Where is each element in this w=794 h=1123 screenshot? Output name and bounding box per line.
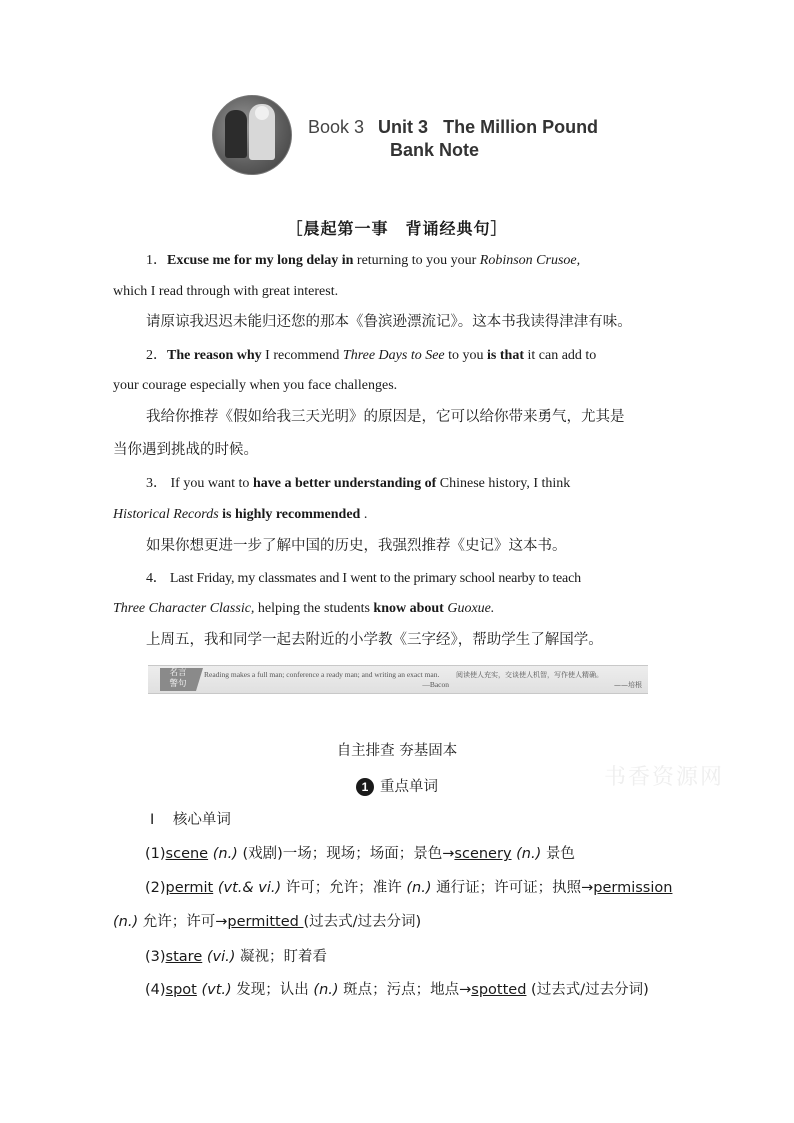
sentence-1-translation: 请原谅我迟迟未能归还您的那本《鲁滨逊漂流记》。这本书我读得津津有味。 xyxy=(146,314,632,330)
vocab-heading xyxy=(0,775,794,796)
unit-title-line2: Bank Note xyxy=(390,140,480,160)
key-phrase: is that xyxy=(487,348,524,363)
sentence-3-line2 xyxy=(113,508,367,522)
word-note: (过去式/过去分词) xyxy=(303,914,422,930)
unit-title-line1 xyxy=(308,117,598,138)
word-meaning: 凝视；盯着看 xyxy=(235,949,328,965)
quote-english xyxy=(204,670,449,689)
word-entry-2-line1 xyxy=(145,881,672,896)
unit-label: Unit 3 xyxy=(378,117,429,137)
answer-word: scene xyxy=(165,846,209,862)
key-phrase: Excuse me for my long delay in xyxy=(167,253,354,268)
core-words-label: 核心单词 xyxy=(172,812,231,828)
book-title: Robinson Crusoe, xyxy=(479,253,581,268)
sentence-text: it can add to xyxy=(523,348,597,363)
sentence-number: 3． xyxy=(146,476,167,491)
entry-number: (1) xyxy=(145,846,166,862)
sentence-text: Chinese history, I think xyxy=(436,476,571,491)
sentence-2-line2: your courage especially when you face challenges. xyxy=(113,378,398,393)
quote-chinese-author: ——培根 xyxy=(614,681,642,689)
sentence-text: Last Friday, my classmates and I went to the primary school nearby to teach xyxy=(166,571,581,586)
book-title: Three Days to See xyxy=(342,348,445,363)
book-title: Guoxue. xyxy=(447,601,495,616)
sentence-text: If you want to xyxy=(167,476,253,491)
book-title: Three Character Classic, xyxy=(113,601,255,616)
book-title: Historical Records xyxy=(113,507,219,522)
quote-tag-line1: 名言 xyxy=(169,668,187,678)
sentence-number: 2． xyxy=(146,348,167,363)
quote-tag xyxy=(160,668,196,691)
sentence-4-line1 xyxy=(146,572,581,586)
sentence-number: 1． xyxy=(146,253,167,268)
word-meaning: 斑点；污点；地点→ xyxy=(338,982,472,998)
word-meaning: 许可；允许；准许 xyxy=(281,880,407,896)
word-entry-3 xyxy=(145,950,327,965)
key-phrase: have a better understanding of xyxy=(252,476,437,491)
sentence-text: returning to you your xyxy=(353,253,480,268)
word-meaning: 通行证；许可证；执照→ xyxy=(431,880,594,896)
answer-word: stare xyxy=(165,949,203,965)
word-meaning: 允许；许可→ xyxy=(138,914,228,930)
word-entry-1 xyxy=(145,847,575,862)
part-of-speech: (vt.& vi.) xyxy=(213,880,282,896)
entry-number: (2) xyxy=(145,880,166,896)
word-meaning: 景色 xyxy=(541,846,575,862)
sentence-number: 4． xyxy=(146,571,167,586)
answer-word: scenery xyxy=(454,846,512,862)
answer-word: permitted xyxy=(227,914,304,930)
sentence-4-translation: 上周五，我和同学一起去附近的小学教《三字经》，帮助学生了解国学。 xyxy=(146,632,603,648)
quote-bar xyxy=(148,665,648,694)
roman-numeral: Ⅰ xyxy=(150,812,155,828)
key-phrase: The reason why xyxy=(167,348,262,363)
unit-title: The Million Pound xyxy=(443,117,599,137)
quote-english-text: Reading makes a full man; conference a ready man; and writing an exact man. xyxy=(204,670,440,679)
sentence-3-line1 xyxy=(146,477,570,491)
entry-number: (4) xyxy=(145,982,166,998)
quote-chinese xyxy=(456,670,642,689)
part-of-speech: (n.) xyxy=(511,846,542,862)
unit-header xyxy=(212,95,632,175)
word-meaning: (戏剧)一场；现场；场面；景色→ xyxy=(237,846,455,862)
sentence-text: I recommend xyxy=(261,348,343,363)
part-of-speech: (n.) xyxy=(208,846,238,862)
quote-tag-line2: 警句 xyxy=(169,679,187,689)
sentence-1-line2: which I read through with great interest. xyxy=(113,284,339,299)
part-of-speech: (n.) xyxy=(113,914,139,930)
sentence-2-translation-2: 当你遇到挑战的时候。 xyxy=(113,442,258,458)
sentence-1-line1 xyxy=(146,254,580,268)
sentence-text: helping the students xyxy=(254,601,374,616)
sentence-2-line1 xyxy=(146,349,596,363)
sentence-4-line2 xyxy=(113,602,494,616)
part-of-speech: (vi.) xyxy=(202,949,236,965)
part-of-speech: (n.) xyxy=(406,880,432,896)
vocab-heading-label: 重点单词 xyxy=(380,779,438,795)
sentence-text: to you xyxy=(444,348,488,363)
quote-chinese-text: 阅读使人充实，交谈使人机智，写作使人精确。 xyxy=(456,671,603,679)
quote-english-author: —Bacon xyxy=(422,680,449,689)
core-words-heading xyxy=(150,813,231,828)
sentence-3-translation: 如果你想更进一步了解中国的历史，我强烈推荐《史记》这本书。 xyxy=(146,538,567,554)
answer-word: permission xyxy=(593,880,673,896)
circle-number-icon: 1 xyxy=(356,778,374,796)
part-of-speech: (n.) xyxy=(313,982,339,998)
part-of-speech: (vt.) xyxy=(196,982,232,998)
unit-photo xyxy=(212,95,292,175)
key-phrase: is highly recommended xyxy=(218,507,361,522)
answer-word: spot xyxy=(165,982,197,998)
section-banner: ［晨起第一事 背诵经典句］ xyxy=(286,221,508,238)
watermark: 书香资源网 xyxy=(604,765,725,790)
sentence-text: . xyxy=(360,507,368,522)
key-phrase: know about xyxy=(373,601,444,616)
word-entry-4 xyxy=(145,983,649,998)
sub-heading: 自主排查 夯基固本 xyxy=(336,743,458,759)
book-label: Book 3 xyxy=(308,117,365,137)
word-note: (过去式/过去分词) xyxy=(526,982,649,998)
word-entry-2-line2 xyxy=(113,915,421,930)
entry-number: (3) xyxy=(145,949,166,965)
answer-word: permit xyxy=(165,880,214,896)
answer-word: spotted xyxy=(471,982,527,998)
sentence-2-translation-1: 我给你推荐《假如给我三天光明》的原因是，它可以给你带来勇气，尤其是 xyxy=(146,409,625,425)
word-meaning: 发现；认出 xyxy=(231,982,314,998)
